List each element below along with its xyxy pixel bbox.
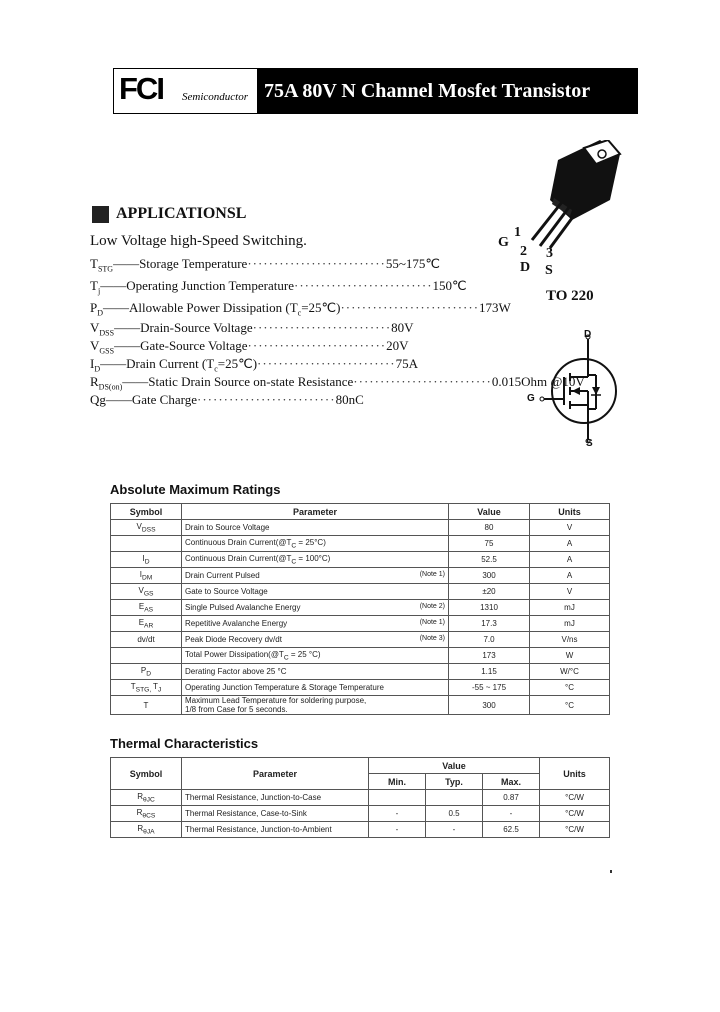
symbol-main-2: T (153, 681, 158, 691)
spec-symbol-main: R (90, 374, 99, 389)
cell-value: 17.3 (449, 616, 530, 632)
symbol-main: T (143, 700, 149, 710)
cell-symbol (111, 696, 182, 715)
spec-symbol (90, 256, 114, 274)
mosfet-symbol (520, 325, 630, 450)
symbol-main: I (142, 553, 145, 563)
cell-units: W (530, 648, 610, 664)
cell-units: °C (530, 680, 610, 696)
symbol-main: R (137, 823, 144, 833)
parameter-text: Total Power Dissipation(@T (185, 649, 284, 659)
spec-label: Gate-Source Voltage (140, 338, 248, 353)
parameter-text: Operating Junction Temperature & Storage Temperature (185, 683, 384, 692)
thermal-table (110, 757, 610, 838)
leader-dots: ·························· (252, 320, 392, 335)
applications-title: APPLICATIONSL (116, 205, 247, 222)
cell-value: 300 (449, 568, 530, 584)
thermal-col-min: Min. (369, 774, 426, 790)
spec-symbol (90, 356, 101, 374)
cell-units: mJ (530, 616, 610, 632)
cell-value: 173 (449, 648, 530, 664)
cell-max: 62.5 (483, 822, 540, 838)
cell-max: - (483, 806, 540, 822)
col-symbol: Symbol (111, 504, 182, 520)
cell-symbol (111, 536, 182, 552)
cell-typ: - (426, 822, 483, 838)
abs-max-title: Absolute Maximum Ratings (110, 482, 281, 497)
spec-symbol (90, 338, 115, 356)
thermal-col-symbol: Symbol (111, 758, 182, 790)
company-logo (114, 69, 258, 113)
cell-min: - (369, 822, 426, 838)
symbol-sub: D (146, 670, 152, 678)
spec-value: 173W (479, 300, 511, 315)
parameter-sub: C (291, 542, 297, 550)
spec-label-end: =25℃) (301, 300, 341, 315)
table-row (111, 648, 610, 664)
spec-value: 80V (391, 320, 414, 335)
parameter-text: Maximum Lead Temperature for soldering purpose, (185, 696, 367, 705)
cell-max: 0.87 (483, 790, 540, 806)
pin-label-g: G (498, 235, 509, 250)
spec-label: Storage Temperature (139, 256, 248, 271)
spec-symbol-main: P (90, 300, 98, 315)
pin-label-s: S (545, 263, 553, 278)
cell-parameter (182, 680, 449, 696)
spec-symbol (90, 300, 104, 318)
symbol-sub: D (144, 558, 150, 566)
cell-symbol (111, 648, 182, 664)
spec-label: Drain-Source Voltage (140, 320, 253, 335)
spec-symbol-sub: GSS (99, 346, 115, 356)
symbol-main: R (137, 791, 143, 801)
cell-symbol (111, 664, 182, 680)
page-title: 75A 80V N Channel Mosfet Transistor (258, 69, 637, 113)
cell-symbol (111, 600, 182, 616)
cell-parameter (182, 520, 449, 536)
cell-units: V (530, 584, 610, 600)
cell-param: Thermal Resistance, Junction-to-Case (182, 790, 369, 806)
pin-number-3: 3 (546, 246, 553, 261)
cell-units: A (530, 536, 610, 552)
spec-value: 75A (395, 356, 418, 371)
cell-value: 1.15 (449, 664, 530, 680)
leader-dots: ·························· (197, 392, 336, 407)
cell-units: °C (530, 696, 610, 715)
cell-unit: °C/W (540, 790, 610, 806)
table-row (111, 552, 610, 568)
symbol-sub: GS (143, 590, 154, 598)
symbol-sub: DSS (141, 526, 156, 534)
cell-unit: °C/W (540, 822, 610, 838)
spec-value: 80nC (335, 392, 364, 407)
symbol-main: E (138, 617, 145, 627)
spec-symbol-main: Qg (90, 392, 106, 407)
cell-value: 300 (449, 696, 530, 715)
spec-symbol-sub: DSS (99, 328, 115, 338)
package-body (550, 140, 620, 220)
table-row (111, 664, 610, 680)
cell-symbol (111, 680, 182, 696)
header-banner (113, 68, 638, 114)
table-row (111, 616, 610, 632)
package-name: TO 220 (546, 288, 594, 304)
spec-symbol-sub: DS(on) (98, 382, 123, 392)
thermal-col-units: Units (540, 758, 610, 790)
spec-row: $T_{STG}——Storage$ Temperature··························55~175℃ (90, 256, 441, 274)
cell-symbol (111, 520, 182, 536)
parameter-text-end: = 100°C) (296, 553, 331, 563)
spec-label: Operating Junction Temperature (126, 278, 294, 293)
symbol-sub: θCS (142, 812, 156, 820)
table-row (111, 806, 610, 822)
table-row (111, 822, 610, 838)
thermal-rows (111, 790, 610, 838)
cell-symbol (111, 822, 182, 838)
cell-value: 7.0 (449, 632, 530, 648)
table-row (111, 696, 610, 715)
spec-symbol-main: I (90, 356, 95, 371)
thermal-col-max: Max. (483, 774, 540, 790)
symbol-drain-label: D (584, 329, 592, 340)
cell-symbol (111, 632, 182, 648)
cell-min: - (369, 806, 426, 822)
cell-unit: °C/W (540, 806, 610, 822)
parameter-text: Derating Factor above 25 °C (185, 667, 287, 676)
parameter-text-end: = 25 °C) (288, 649, 321, 659)
to220-package-drawing (490, 140, 630, 310)
leader-dots: ·························· (293, 278, 433, 293)
spec-row: Qg——Gate Charge··························80nC (90, 392, 364, 407)
spec-row: $P_D——Allowable$ Power Dissipation $(T_c=25℃)\cdot\cdot\cdot\cdot\cdot\cdot\cdot\cdot\cdot\cdot\cdot\cdot\cdot\cdot\cdot\cdot\cdot\cdot\cdot\cdot\cdot\cdot\cdot\cdot\cdot\cdot 173W$ (90, 300, 511, 318)
table-row (111, 568, 610, 584)
cell-parameter (182, 584, 449, 600)
symbol-sub: DM (141, 574, 153, 582)
pin-number-2: 2 (520, 244, 527, 259)
cell-parameter (182, 648, 449, 664)
spec-row: $V_{DSS}——Drain$-Source Voltage··························80V (90, 320, 414, 338)
symbol-sub: θJA (143, 828, 155, 836)
cell-typ (426, 790, 483, 806)
symbol-main: I (139, 569, 142, 579)
spec-label-sub: c (214, 364, 218, 374)
cell-parameter (182, 552, 449, 568)
symbol-sub: STG, (135, 686, 154, 694)
spec-symbol-main: V (90, 320, 100, 335)
spec-label-sub: c (297, 308, 302, 318)
symbol-main: P (140, 665, 147, 675)
parameter-text: Single Pulsed Avalanche Energy (185, 603, 301, 612)
spec-symbol-sub: D (97, 308, 104, 318)
pin-number-1: 1 (514, 225, 521, 240)
parameter-text: Drain to Source Voltage (185, 523, 270, 532)
cell-min (369, 790, 426, 806)
cell-value: 1310 (449, 600, 530, 616)
cell-value: ±20 (449, 584, 530, 600)
cell-parameter (182, 664, 449, 680)
spec-symbol (90, 392, 106, 407)
parameter-text: Continuous Drain Current(@T (185, 553, 292, 563)
cell-symbol (111, 584, 182, 600)
cell-value: 75 (449, 536, 530, 552)
symbol-gate-label: G (527, 393, 535, 404)
spec-label: Static Drain Source on-state Resistance (148, 374, 354, 389)
cell-units: V (530, 520, 610, 536)
page-mark (610, 870, 612, 873)
spec-symbol-sub: D (94, 364, 101, 374)
cell-parameter (182, 536, 449, 552)
spec-symbol-main: V (90, 338, 100, 353)
section-bullet-icon (92, 206, 109, 223)
note-ref: (Note 2) (419, 603, 445, 610)
cell-symbol (111, 568, 182, 584)
spec-value: 20V (386, 338, 409, 353)
symbol-sub: AS (144, 606, 154, 614)
parameter-text: Peak Diode Recovery dv/dt (185, 635, 282, 644)
table-row (111, 584, 610, 600)
cell-typ: 0.5 (426, 806, 483, 822)
spec-row: $R_{DS(on)}——Static$ Drain Source on-state Resistance··························0.015Ohm @10V (90, 374, 585, 392)
cell-parameter (182, 568, 449, 584)
cell-value: 80 (449, 520, 530, 536)
spec-label-end: =25℃) (217, 356, 258, 371)
spec-symbol-main: T (90, 278, 98, 293)
symbol-main: T (130, 681, 136, 691)
spec-value: 55~175℃ (385, 256, 441, 271)
abs-max-rows (111, 520, 610, 715)
col-value: Value (449, 504, 530, 520)
cell-parameter (182, 616, 449, 632)
parameter-text-line2: 1/8 from Case for 5 seconds. (185, 705, 288, 714)
thermal-col-parameter: Parameter (182, 758, 369, 790)
cell-param: Thermal Resistance, Junction-to-Ambient (182, 822, 369, 838)
symbol-main: E (138, 601, 145, 611)
spec-label: Gate Charge (131, 392, 197, 407)
cell-parameter (182, 600, 449, 616)
cell-units: mJ (530, 600, 610, 616)
leader-dots: ·························· (257, 356, 396, 371)
spec-symbol-sub: STG (97, 264, 114, 274)
applications-subtitle: Low Voltage high-Speed Switching. (90, 233, 307, 249)
spec-label: Allowable Power Dissipation (T (129, 300, 298, 315)
spec-label: Drain Current (T (126, 356, 215, 371)
symbol-source-label: S (586, 438, 593, 449)
pin-label-d: D (520, 260, 531, 275)
cell-units: A (530, 552, 610, 568)
spec-row: $T_j——Operating$ Junction Temperature··························150℃ (90, 278, 467, 296)
parameter-sub: C (283, 654, 289, 662)
cell-parameter (182, 632, 449, 648)
abs-max-table (110, 503, 610, 715)
cell-symbol (111, 552, 182, 568)
thermal-col-value: Value (369, 758, 540, 774)
cell-units: A (530, 568, 610, 584)
parameter-sub: C (291, 558, 297, 566)
spec-value: 150℃ (432, 278, 467, 293)
symbol-main: dv/dt (137, 635, 155, 644)
thermal-title: Thermal Characteristics (110, 736, 259, 751)
symbol-main: V (138, 585, 144, 595)
parameter-text-end: = 25°C) (296, 537, 326, 547)
table-row (111, 680, 610, 696)
parameter-text: Repetitive Avalanche Energy (185, 619, 288, 628)
cell-units: V/ns (530, 632, 610, 648)
spec-symbol (90, 374, 123, 392)
spec-symbol-sub: j (97, 286, 101, 296)
thermal-col-typ: Typ. (426, 774, 483, 790)
note-ref: (Note 1) (419, 619, 445, 626)
leader-dots: ·························· (340, 300, 480, 315)
table-row (111, 520, 610, 536)
spec-symbol-main: T (90, 256, 98, 271)
symbol-sub: AR (144, 622, 154, 630)
cell-parameter (182, 696, 449, 715)
table-row (111, 600, 610, 616)
cell-value: -55 ~ 175 (449, 680, 530, 696)
col-parameter: Parameter (182, 504, 449, 520)
leader-dots: ·························· (247, 338, 387, 353)
parameter-text: Drain Current Pulsed (185, 571, 260, 580)
note-ref: (Note 3) (419, 635, 445, 642)
cell-value: 52.5 (449, 552, 530, 568)
symbol-main: R (136, 807, 143, 817)
parameter-text: Gate to Source Voltage (185, 587, 268, 596)
logo-text: FCI (119, 71, 163, 106)
logo-subtitle: Semiconductor (182, 91, 248, 103)
spec-symbol (90, 278, 101, 296)
spec-row: $V_{GSS}——Gate$-Source Voltage··························20V (90, 338, 409, 356)
leader-dots: ·························· (247, 256, 386, 271)
cell-symbol (111, 806, 182, 822)
cell-units: W/°C (530, 664, 610, 680)
cell-symbol (111, 790, 182, 806)
spec-row: $I_D——Drain$ Current $(T_c=25℃)\cdot\cdot\cdot\cdot\cdot\cdot\cdot\cdot\cdot\cdot\cdot\cdot\cdot\cdot\cdot\cdot\cdot\cdot\cdot\cdot\cdot\cdot\cdot\cdot\cdot\cdot 75A$ (90, 356, 418, 374)
table-row (111, 536, 610, 552)
table-row (111, 790, 610, 806)
table-row (111, 632, 610, 648)
spec-value: 0.015Ohm @10V (491, 374, 585, 389)
symbol-sub-2: J (157, 686, 162, 694)
parameter-text: Continuous Drain Current(@T (185, 537, 292, 547)
spec-symbol (90, 320, 115, 338)
note-ref: (Note 1) (419, 571, 445, 578)
cell-param: Thermal Resistance, Case-to-Sink (182, 806, 369, 822)
leader-dots: ·························· (353, 374, 492, 389)
symbol-sub: θJC (142, 796, 155, 804)
cell-symbol (111, 616, 182, 632)
symbol-main: V (136, 521, 142, 531)
col-units: Units (530, 504, 610, 520)
